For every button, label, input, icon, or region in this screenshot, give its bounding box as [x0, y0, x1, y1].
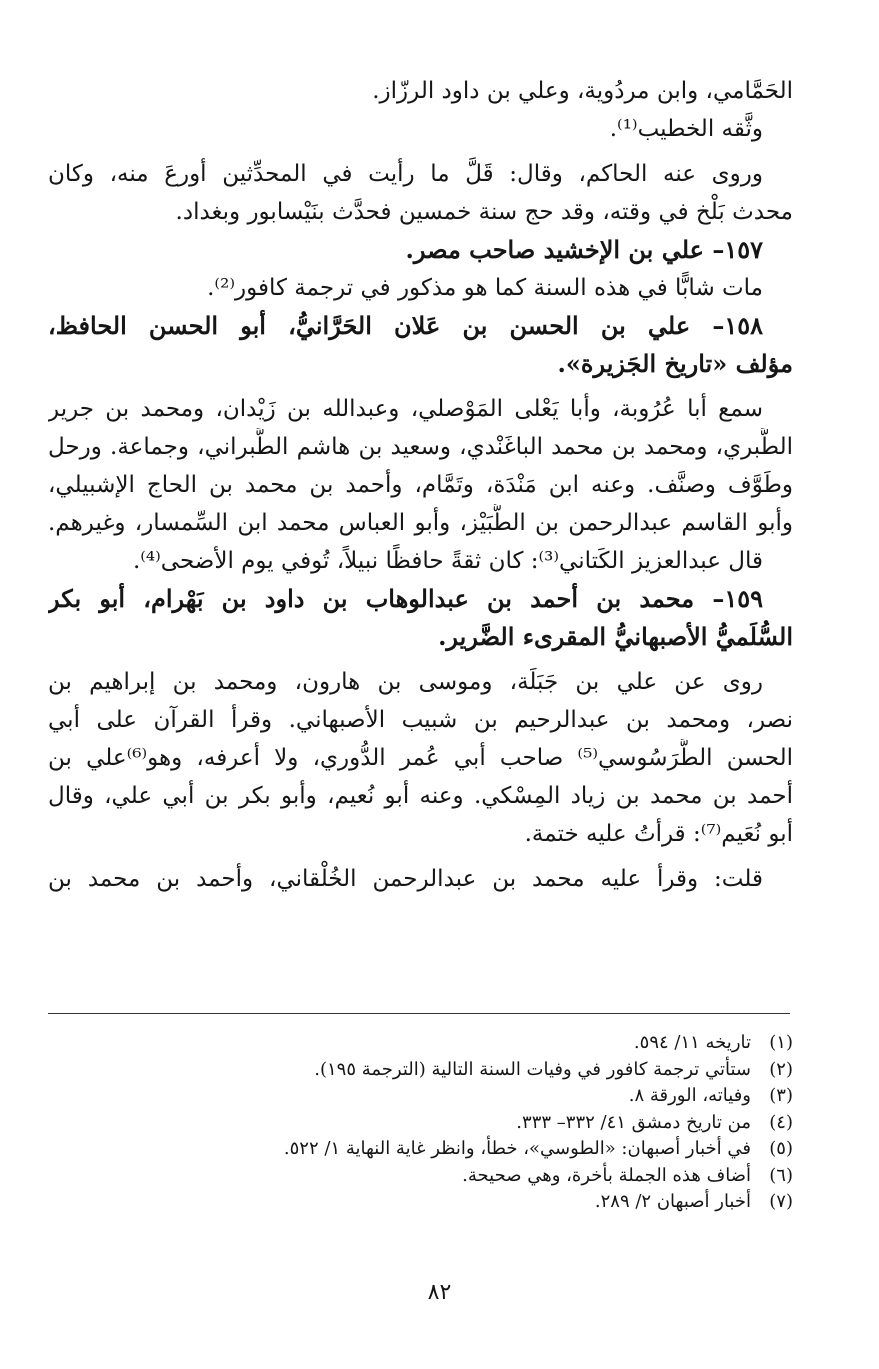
- text-line: محدث بَلْخ في وقته، وقد حج سنة خمسين فحدَّث بنَيْسابور وبغداد.: [175, 199, 793, 225]
- text-line: الحسن الطَّرَسُوسي⁽⁵⁾ صاحب أبي عُمر الدُّوري، ولا أعرفه، وهو⁽⁶⁾علي بن: [48, 745, 793, 771]
- text-line: سمع أبا عُرُوبة، وأبا يَعْلى المَوْصلي، وعبدالله بن زَيْدان، ومحمد بن جرير: [48, 396, 763, 422]
- text-line: وثَّقه الخطيب⁽¹⁾.: [609, 116, 763, 142]
- footnote: [48, 1136, 793, 1163]
- footnote: [48, 1163, 793, 1190]
- entry-heading-159-cont: السُّلَميُّ الأصبهانيُّ المقرىء الضَّرير.: [438, 622, 793, 651]
- entry-heading-158-cont: مؤلف «تاريخ الجَزيرة».: [557, 349, 793, 378]
- footnote: [48, 1030, 793, 1057]
- text-line: الطَّبري، ومحمد بن محمد الباغَنْدي، وسعيد بن هاشم الطَّبراني، وجماعة. ورحل: [48, 434, 793, 460]
- text-line: وطَوَّف وصنَّف. وعنه ابن مَنْدَة، وتَمَّام، وأحمد بن محمد بن الحاج الإشبيلي،: [48, 472, 793, 498]
- footnote-text: ستأتي ترجمة كافور في وفيات السنة التالية (الترجمة ١٩٥).: [314, 1058, 751, 1080]
- footnote-text: أضاف هذه الجملة بأخرة، وهي صحيحة.: [462, 1164, 751, 1186]
- footnote-number: (١): [769, 1032, 793, 1053]
- footnotes: [48, 1030, 793, 1216]
- entry-heading-157: ١٥٧– علي بن الإخشيد صاحب مصر.: [405, 235, 763, 264]
- footnote: [48, 1057, 793, 1084]
- text-line: قال عبدالعزيز الكَتاني⁽³⁾: كان ثقةً حافظًا نبيلاً، تُوفي يوم الأضحى⁽⁴⁾.: [132, 548, 763, 574]
- footnote-number: (٦): [769, 1164, 793, 1186]
- footnote: [48, 1110, 793, 1137]
- footnote-divider: [48, 1013, 790, 1014]
- text-line: مات شابًّا في هذه السنة كما هو مذكور في ترجمة كافور⁽²⁾.: [207, 275, 763, 301]
- text-line: أحمد بن محمد بن زياد المِسْكي. وعنه أبو نُعيم، وأبو بكر بن أبي علي، وقال: [48, 783, 793, 809]
- footnote-text: من تاريخ دمشق ٤١/ ٣٣٢– ٣٣٣.: [516, 1111, 751, 1133]
- footnote-text: في أخبار أصبهان: «الطوسي»، خطأ، وانظر غاية النهاية ١/ ٥٢٢.: [283, 1138, 751, 1159]
- page-number: ٨٢: [427, 1280, 452, 1305]
- entry-heading-159: ١٥٩– محمد بن أحمد بن عبدالوهاب بن داود بن بَهْرام، أبو بكر: [48, 584, 763, 613]
- text-line: أبو نُعَيم⁽⁷⁾: قرأتُ عليه ختمة.: [524, 821, 793, 847]
- text-line: نصر، ومحمد بن عبدالرحيم بن شبيب الأصبهاني. وقرأ القرآن على أبي: [48, 707, 793, 733]
- text-line: وروى عنه الحاكم، وقال: قَلَّ ما رأيت في المحدِّثين أورعَ منه، وكان: [48, 161, 763, 187]
- text-line: روى عن علي بن جَبَلَة، وموسى بن هارون، ومحمد بن إبراهيم بن: [48, 669, 763, 695]
- text-line: وأبو القاسم عبدالرحمن بن الطُّبَيْز، وأبو العباس محمد ابن السِّمسار، وغيرهم.: [48, 510, 793, 536]
- footnote-number: (٢): [769, 1058, 793, 1080]
- footnote: [48, 1189, 793, 1216]
- footnote-text: أخبار أصبهان ٢/ ٢٨٩.: [594, 1191, 751, 1212]
- footnote-number: (٣): [769, 1085, 793, 1106]
- main-text: [48, 72, 793, 898]
- entry-heading-158: ١٥٨– علي بن الحسن بن عَلان الحَرَّانيُّ، أبو الحسن الحافظ،: [48, 311, 763, 340]
- footnote-number: (٥): [769, 1138, 793, 1159]
- footnote-text: وفياته، الورقة ٨.: [628, 1085, 751, 1106]
- footnote-number: (٧): [769, 1191, 793, 1212]
- footnote: [48, 1083, 793, 1110]
- footnote-number: (٤): [769, 1111, 793, 1133]
- footnote-text: تاريخه ١١/ ٥٩٤.: [633, 1032, 751, 1053]
- text-line: قلت: وقرأ عليه محمد بن عبدالرحمن الخُلْقاني، وأحمد بن محمد بن: [48, 866, 763, 892]
- text-line: الحَمَّامي، وابن مردُوية، وعلي بن داود الرزّاز.: [372, 78, 793, 104]
